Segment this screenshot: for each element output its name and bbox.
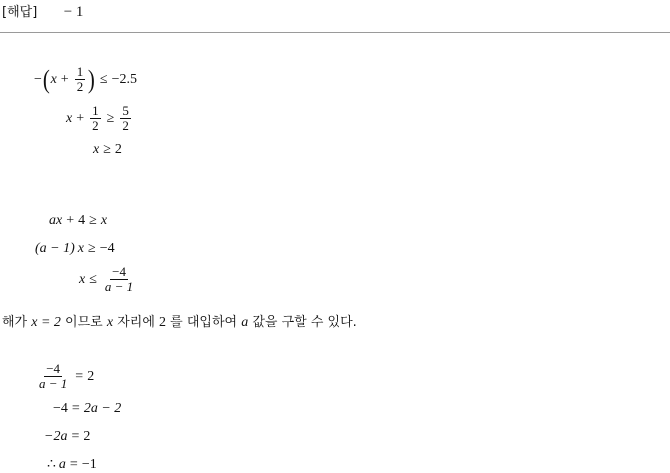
math-x-eq-2: x = 2 — [31, 315, 61, 330]
fraction-neg4-over-a-minus-1: $\frac{-4}{a - 1}$ — [39, 361, 68, 391]
fraction-neg4-over-a-minus-1: $\frac{-4}{a - 1}$ — [104, 264, 134, 294]
lhs: −4 — [53, 401, 68, 416]
eq-block2-line2 — [35, 241, 115, 257]
answer-value: − 1 — [63, 4, 84, 20]
answer-header — [2, 1, 83, 21]
relation: ≥ — [89, 213, 97, 228]
rhs: 2a − 2 — [83, 401, 122, 416]
rhs: 2 — [83, 429, 91, 444]
term-ax: ax — [49, 213, 63, 228]
var-x: x — [66, 110, 73, 126]
var-x: x — [77, 241, 84, 256]
var-x: x — [50, 71, 57, 87]
plus-op: + — [76, 110, 85, 126]
eq-block1-line3 — [93, 142, 122, 158]
relation: ≥ — [88, 241, 96, 256]
divider — [0, 32, 670, 33]
relation: = — [71, 401, 80, 416]
var-x: x — [93, 142, 100, 157]
relation: = — [71, 429, 80, 444]
rhs: 2 — [114, 142, 122, 157]
eq-block2-line1 — [49, 213, 107, 229]
eq-block3-line4 — [47, 456, 97, 473]
rhs: −1 — [81, 456, 97, 472]
relation: ≤ — [89, 271, 97, 287]
eq-block1-line1 — [34, 65, 137, 94]
eq-block2-line3 — [79, 265, 137, 294]
relation: = — [69, 456, 78, 472]
rhs: 2 — [87, 368, 95, 384]
rhs: −2.5 — [111, 71, 137, 87]
plus-op: + — [66, 213, 75, 228]
answer-label: [해답] — [2, 5, 38, 20]
eq-block3-line3 — [44, 429, 90, 445]
eq-block3-line2 — [53, 401, 121, 417]
fraction-five-halves: $\frac{5}{2}$ — [122, 103, 129, 133]
explanation-text: 해가 x = 2 이므로 x 자리에 2 를 대입하여 a 값을 구할 수 있다. — [2, 315, 357, 330]
var-x: x — [100, 213, 108, 228]
fraction-half: $\frac{1}{2}$ — [76, 64, 84, 94]
var-a: a — [58, 456, 66, 472]
math-a: a — [241, 315, 249, 330]
math-x: x — [106, 315, 114, 330]
const: 4 — [78, 213, 86, 228]
math-2: 2 — [159, 315, 167, 330]
left-paren: ( — [42, 64, 50, 94]
relation: ≥ — [103, 142, 111, 157]
relation: ≥ — [106, 110, 115, 126]
eq-block1-line2 — [66, 104, 133, 133]
therefore-symbol: ∴ — [47, 457, 56, 472]
right-paren: ) — [88, 64, 96, 94]
plus-op: + — [60, 71, 69, 87]
minus-sign: − — [34, 71, 42, 87]
fraction-half: $\frac{1}{2}$ — [92, 103, 99, 133]
relation: ≤ — [99, 71, 108, 87]
factor-a-minus-1: (a − 1) — [35, 241, 75, 256]
relation: = — [75, 368, 84, 384]
rhs: −4 — [99, 241, 115, 256]
lhs: −2a — [44, 429, 68, 444]
var-x: x — [79, 271, 86, 287]
eq-block3-line1 — [35, 362, 94, 391]
